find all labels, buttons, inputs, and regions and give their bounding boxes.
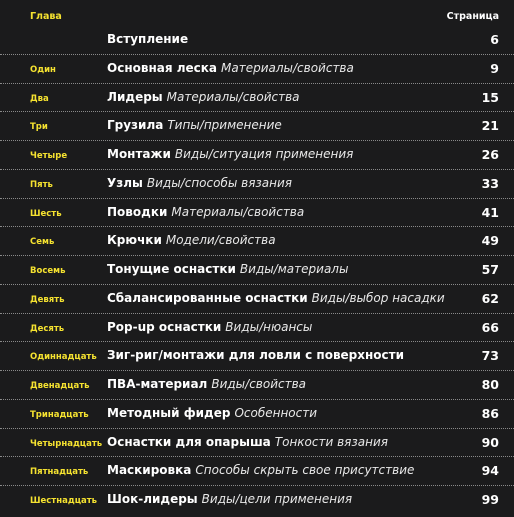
chapter-title-main: Маскировка xyxy=(107,463,192,478)
chapter-number: Четыре xyxy=(30,151,68,161)
chapter-title xyxy=(107,377,306,391)
chapter-title-main: Оснастки для опарыша xyxy=(107,434,271,449)
chapter-title xyxy=(107,291,445,305)
chapter-title-main: Шок-лидеры xyxy=(107,492,198,506)
toc-row-2[interactable] xyxy=(0,84,514,113)
chapter-title-sub: Способы скрыть свое присутствие xyxy=(195,463,415,478)
chapter-title-main: Вступление xyxy=(107,32,189,46)
chapter-title-main: Методный фидер xyxy=(107,405,231,420)
chapter-title xyxy=(107,176,292,190)
chapter-title xyxy=(107,435,388,449)
chapter-title-sub: Виды/цели применения xyxy=(201,492,353,506)
chapter-title xyxy=(107,463,414,477)
chapter-title-main: Лидеры xyxy=(107,89,163,104)
chapter-title xyxy=(107,90,300,104)
chapter-title-main: Поводки xyxy=(107,204,168,219)
chapter-title-sub: Модели/свойства xyxy=(165,233,276,248)
toc-row-7[interactable] xyxy=(0,227,514,256)
chapter-title-sub: Типы/применение xyxy=(167,118,282,133)
chapter-number: Восемь xyxy=(30,266,66,276)
chapter-title-sub: Материалы/свойства xyxy=(221,60,354,75)
chapter-number: Одиннадцать xyxy=(30,352,97,363)
chapter-title-sub: Виды/выбор насадки xyxy=(311,290,445,305)
chapter-title-main: Сбалансированные оснастки xyxy=(107,290,308,305)
chapter-page-number: 41 xyxy=(481,204,499,220)
chapter-column-header: Глава xyxy=(30,11,62,22)
chapter-number: Пять xyxy=(30,179,53,190)
chapter-number: Пятнадцать xyxy=(30,467,89,478)
chapter-number: Двенадцать xyxy=(30,381,90,391)
toc-list xyxy=(0,26,514,515)
chapter-page-number: 9 xyxy=(490,60,499,76)
chapter-page-number: 21 xyxy=(481,118,499,134)
chapter-page-number: 15 xyxy=(481,89,499,105)
chapter-title-main: Тонущие оснастки xyxy=(107,262,236,276)
chapter-title xyxy=(107,32,192,46)
chapter-number: Семь xyxy=(30,237,55,248)
toc-row-6[interactable] xyxy=(0,199,514,228)
chapter-title-main: Крючки xyxy=(107,233,162,248)
chapter-title-main: Зиг-риг/монтажи для ловли с поверхности xyxy=(107,348,405,363)
chapter-title-sub: Тонкости вязания xyxy=(274,434,388,449)
chapter-number: Четырнадцать xyxy=(30,438,103,449)
chapter-title-main: Основная леска xyxy=(107,60,217,75)
toc-row-16[interactable] xyxy=(0,486,514,515)
toc-row-1[interactable] xyxy=(0,55,514,84)
chapter-page-number: 86 xyxy=(481,405,499,421)
chapter-title-sub: Виды/способы вязания xyxy=(146,175,293,190)
chapter-page-number: 26 xyxy=(481,147,499,162)
toc-row-4[interactable] xyxy=(0,141,514,170)
chapter-title-main: Узлы xyxy=(107,175,143,190)
chapter-number: Девять xyxy=(30,294,65,305)
chapter-title-sub: Виды/свойства xyxy=(211,377,307,391)
chapter-title xyxy=(107,262,348,276)
chapter-title xyxy=(107,233,276,247)
toc-row-8[interactable] xyxy=(0,256,514,285)
chapter-page-number: 62 xyxy=(481,290,499,306)
chapter-title-main: ПВА-материал xyxy=(107,377,208,391)
chapter-page-number: 49 xyxy=(481,233,499,249)
chapter-page-number: 57 xyxy=(481,262,499,277)
toc-row-5[interactable] xyxy=(0,170,514,199)
chapter-number: Один xyxy=(30,64,56,75)
chapter-page-number: 94 xyxy=(481,463,499,479)
toc-row-introduction[interactable] xyxy=(0,26,514,55)
chapter-title xyxy=(107,348,408,362)
chapter-number: Два xyxy=(30,93,49,104)
chapter-number: Шестнадцать xyxy=(30,496,98,506)
chapter-number: Три xyxy=(30,122,48,133)
chapter-title-sub: Особенности xyxy=(234,405,318,420)
chapter-number: Шесть xyxy=(30,208,62,219)
chapter-title xyxy=(107,320,312,334)
chapter-title xyxy=(107,147,353,161)
chapter-title-main: Монтажи xyxy=(107,147,171,161)
chapter-title-sub: Материалы/свойства xyxy=(166,89,300,104)
chapter-page-number: 80 xyxy=(481,377,499,392)
chapter-title xyxy=(107,118,282,132)
chapter-title xyxy=(107,406,317,420)
toc-row-10[interactable] xyxy=(0,314,514,343)
chapter-page-number: 66 xyxy=(481,319,499,335)
toc-row-15[interactable] xyxy=(0,457,514,486)
toc-row-3[interactable] xyxy=(0,112,514,141)
chapter-page-number: 73 xyxy=(481,348,499,364)
chapter-title-sub: Виды/ситуация применения xyxy=(174,147,354,161)
chapter-title-main: Pop-up оснастки xyxy=(107,319,222,334)
toc-row-11[interactable] xyxy=(0,342,514,371)
chapter-number: Десять xyxy=(30,323,65,334)
chapter-page-number: 6 xyxy=(490,32,499,47)
chapter-title xyxy=(107,61,354,75)
toc-row-14[interactable] xyxy=(0,429,514,458)
chapter-title xyxy=(107,492,352,506)
chapter-page-number: 99 xyxy=(481,492,499,507)
chapter-page-number: 33 xyxy=(481,175,499,191)
chapter-title-sub: Материалы/свойства xyxy=(171,204,305,219)
page-column-header: Страница xyxy=(446,11,499,22)
chapter-page-number: 90 xyxy=(481,434,499,450)
chapter-number: Тринадцать xyxy=(30,409,89,420)
toc-row-9[interactable] xyxy=(0,285,514,314)
toc-row-12[interactable] xyxy=(0,371,514,400)
chapter-title-sub: Виды/материалы xyxy=(239,262,349,276)
chapter-title-main: Грузила xyxy=(107,118,164,133)
chapter-title-sub: Виды/нюансы xyxy=(225,319,313,334)
chapter-title xyxy=(107,205,304,219)
toc-row-13[interactable] xyxy=(0,400,514,429)
